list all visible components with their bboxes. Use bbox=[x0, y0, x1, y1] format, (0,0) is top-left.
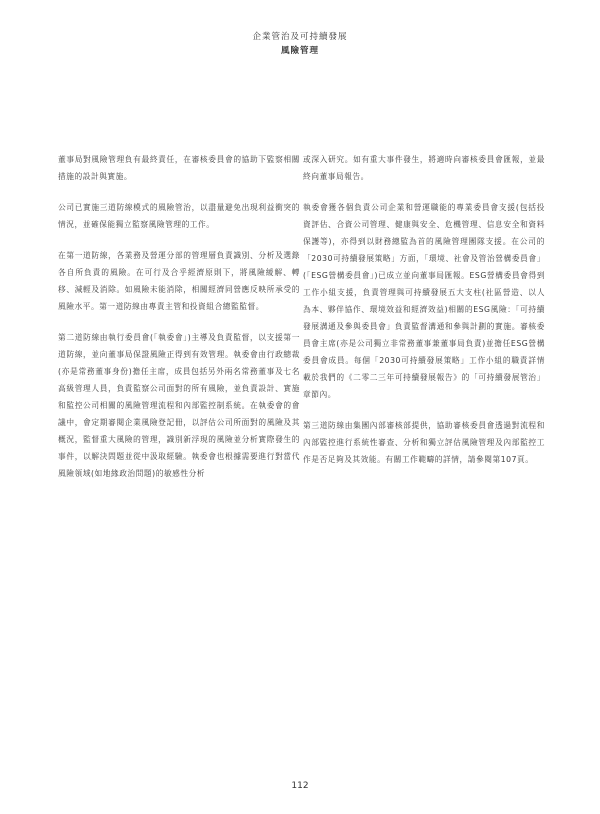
paragraph: 董事局對風險管理負有最終責任，在審核委員會的協助下監察相關措施的設計與實施。 bbox=[58, 155, 300, 181]
paragraph: 或深入研究。如有重大事件發生，將適時向審核委員會匯報，並最終向董事局報告。 bbox=[303, 155, 545, 181]
right-column bbox=[303, 151, 545, 482]
paragraph: 第三道防線由集團內部審核部提供，協助審核委員會透過對流程和內部監控進行系統性審查、分析和獨立評估風險管理及內部監控工作是否足夠及其效能。有關工作範疇的詳情，請參閱第107頁。 bbox=[303, 421, 545, 464]
subsection-title: 風險管理 bbox=[280, 46, 319, 56]
paragraph: 公司已實施三道防線模式的風險管治，以盡量避免出現利益衝突的情況，並確保能獨立監察風險管理的工作。 bbox=[58, 203, 300, 229]
paragraph: 執委會獲各個負責公司企業和營運職能的專業委員會支援(包括投資評估、合資公司管理、健康與安全、危機管理、信息安全和資料保護等)，亦得到以財務總監為首的風險管理團隊支援。在公司的「2030可持續發展策略」方面，「環境、社會及管治營構委員會」(「ESG營構委員會」)已成立並向董事局匯報。ESG營構委員會得到工作小組支援，負責管理與可持續發展五大支柱(社區營造、以人為本、夥伴協作、環境效益和經濟效益)相關的ESG風險：「可持續發展溝通及參與委員會」負責監督溝通和參與計劃的實施。審核委員會主席(亦是公司獨立非常務董事兼董事局負責)並擔任ESG營構委員會成員。每個「2030可持續發展策略」工作小組的職責詳情載於我們的《二零二三年可持續發展報告》的「可持續發展管治」章節內。 bbox=[303, 203, 545, 399]
paragraph: 在第一道防線，各業務及營運分部的管理層負責識別、分析及選錄各自所負責的風險。在可行及合乎經濟原則下，將風險緩解、轉移、減輕及消除。如風險未能消除，相關經濟同營應反映所承受的風險水平。第一道防線由專責主管和投資組合總監監督。 bbox=[58, 251, 300, 311]
page-number: 112 bbox=[291, 781, 309, 791]
section-title: 企業管治及可持續發展 bbox=[252, 32, 348, 42]
left-column bbox=[58, 151, 300, 496]
paragraph: 第二道防線由執行委員會(「執委會」)主導及負責監督，以支援第一道防線，並向董事局保證風險正得到有效管理。執委會由行政總裁(亦是常務董事身份)擔任主席，成員包括另外兩名常務董事及七名高級管理人員，負責監察公司面對的所有風險，並負責設計、實施和監控公司相關的風險管理流程和內部監控制系統。在執委會的會議中，會定期審閱企業風險登記冊，以評估公司所面對的風險及其概況，監督重大風險的管理，識別新浮現的風險並分析實際發生的事件，以解決問題並從中汲取經驗。執委會也根據需要進行對當代風險領域(如地緣政治問題)的敏感性分析 bbox=[58, 333, 300, 478]
page-header bbox=[0, 30, 600, 58]
